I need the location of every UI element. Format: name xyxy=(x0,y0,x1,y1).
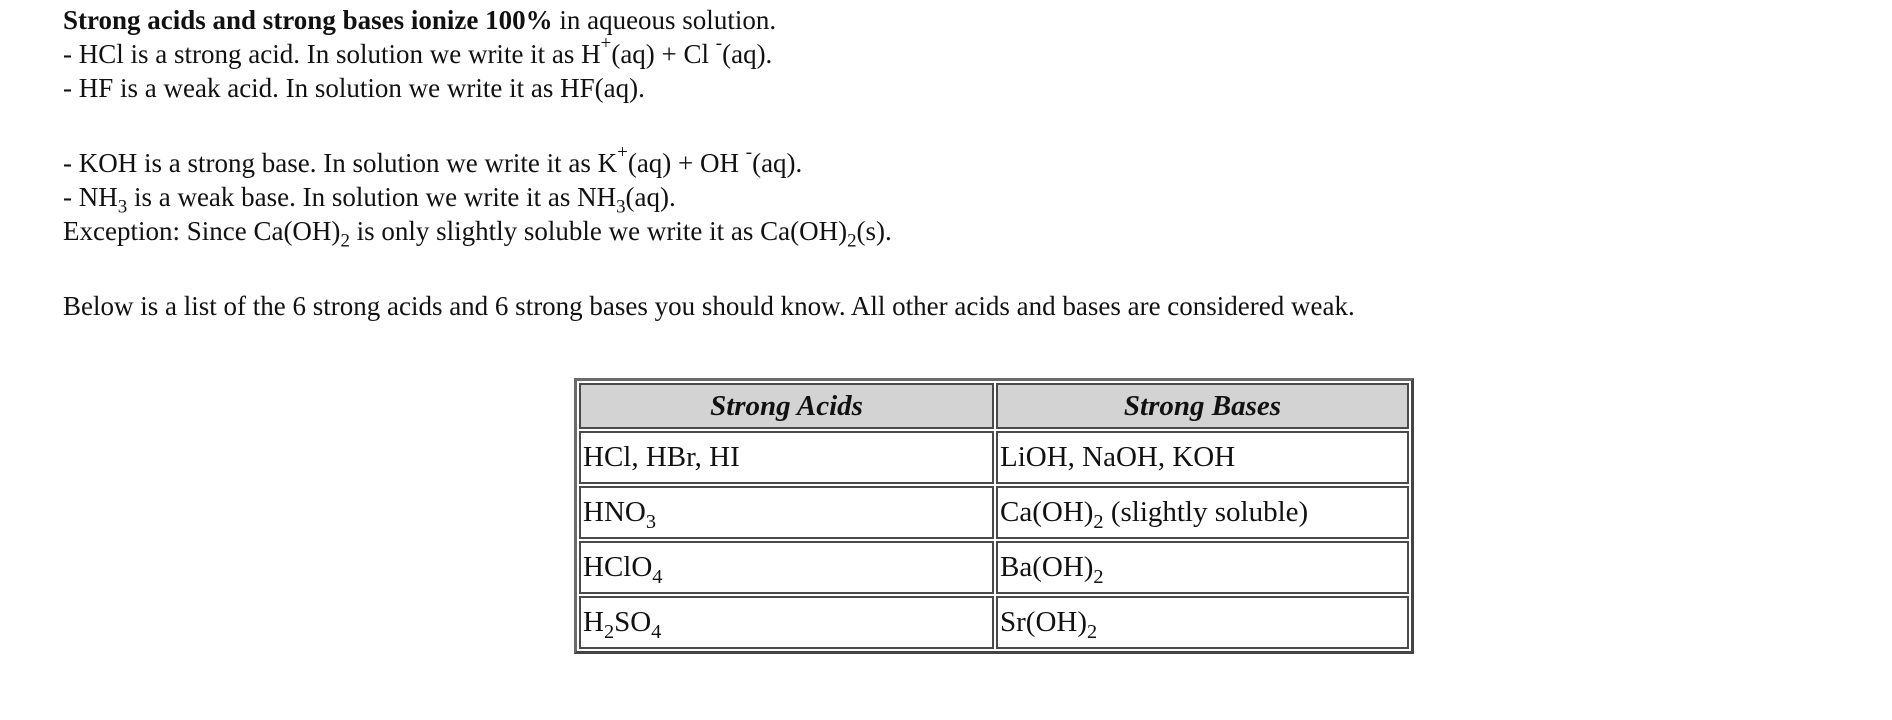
acid-subscript: 3 xyxy=(645,511,656,534)
koh-end-text: (aq). xyxy=(752,148,803,179)
heading-bold: Strong acids and strong bases ionize 100% xyxy=(63,5,553,35)
intro-line: Below is a list of the 6 strong acids and 6 strong bases you should know. All other acids and bases are considered weak. xyxy=(63,290,1355,321)
exception-text-2: is only slightly soluble we write it as Ca(OH) xyxy=(349,215,848,246)
nh3-text-2: is a weak base. In solution we write it as NH xyxy=(127,182,617,212)
k-plus-charge: + xyxy=(617,142,628,164)
base-text: Ca(OH) xyxy=(1000,496,1094,529)
exception-text-3: (s). xyxy=(856,215,892,246)
exception-line xyxy=(63,215,1843,252)
oh-minus-charge: - xyxy=(745,142,753,164)
base-cell xyxy=(996,431,1409,484)
nh3-text-1: - NH xyxy=(63,182,118,212)
acid-text: H xyxy=(583,606,604,639)
acid-cell xyxy=(579,541,994,594)
acid-subscript: 2 xyxy=(603,621,615,644)
heading-rest: in aqueous solution. xyxy=(552,5,777,35)
exception-subscript-2: 2 xyxy=(847,230,857,252)
acid-text: HNO xyxy=(583,496,646,529)
header-strong-acids: Strong Acids xyxy=(579,383,994,429)
table-row xyxy=(579,596,1409,649)
acid-subscript-2: 4 xyxy=(651,621,662,644)
acid-text-2: SO xyxy=(614,606,652,639)
hcl-end-text: (aq). xyxy=(722,38,773,69)
acid-cell xyxy=(579,486,994,539)
nh3-subscript-2: 3 xyxy=(616,196,626,218)
nh3-subscript-1: 3 xyxy=(117,196,128,218)
hcl-line xyxy=(63,32,1843,72)
base-text: Sr(OH) xyxy=(1000,606,1087,639)
base-text: LiOH, NaOH, KOH xyxy=(1000,441,1236,474)
acid-subscript: 4 xyxy=(652,566,663,589)
acid-cell xyxy=(579,596,994,649)
base-subscript: 2 xyxy=(1087,621,1098,644)
table-row xyxy=(579,431,1409,484)
hcl-text: - HCl is a strong acid. In solution we write it as H xyxy=(63,38,601,69)
hf-line: - HF is a weak acid. In solution we write it as HF(aq). xyxy=(63,72,645,103)
spacer xyxy=(63,249,1843,290)
koh-mid-text: (aq) + OH xyxy=(627,148,746,179)
acids-bases-table-wrapper xyxy=(574,378,1414,654)
koh-line xyxy=(63,142,1843,181)
exception-subscript-1: 2 xyxy=(340,230,350,252)
acid-cell xyxy=(579,431,994,484)
base-subscript: 2 xyxy=(1093,511,1104,534)
heading-line xyxy=(63,4,1843,38)
acid-text: HCl, HBr, HI xyxy=(583,441,740,474)
base-cell xyxy=(996,541,1409,594)
document-body xyxy=(63,4,1843,323)
acids-bases-table xyxy=(574,378,1414,654)
exception-text-1: Exception: Since Ca(OH) xyxy=(63,215,341,246)
base-cell xyxy=(996,596,1409,649)
nh3-text-3: (aq). xyxy=(625,182,676,212)
base-cell xyxy=(996,486,1409,539)
hcl-mid-text: (aq) + Cl xyxy=(611,38,716,69)
base-note: (slightly soluble) xyxy=(1103,496,1309,529)
koh-text: - KOH is a strong base. In solution we write it as K xyxy=(63,148,618,179)
cl-minus-charge: - xyxy=(715,32,723,54)
acid-text: HClO xyxy=(583,551,653,584)
table-row xyxy=(579,486,1409,539)
header-strong-bases: Strong Bases xyxy=(996,383,1409,429)
base-text: Ba(OH) xyxy=(1000,551,1094,584)
h-plus-charge: + xyxy=(600,32,612,54)
spacer xyxy=(63,105,1843,147)
table-row xyxy=(579,541,1409,594)
nh3-line xyxy=(63,181,1843,218)
base-subscript: 2 xyxy=(1093,566,1104,589)
table-header-row xyxy=(579,383,1409,429)
